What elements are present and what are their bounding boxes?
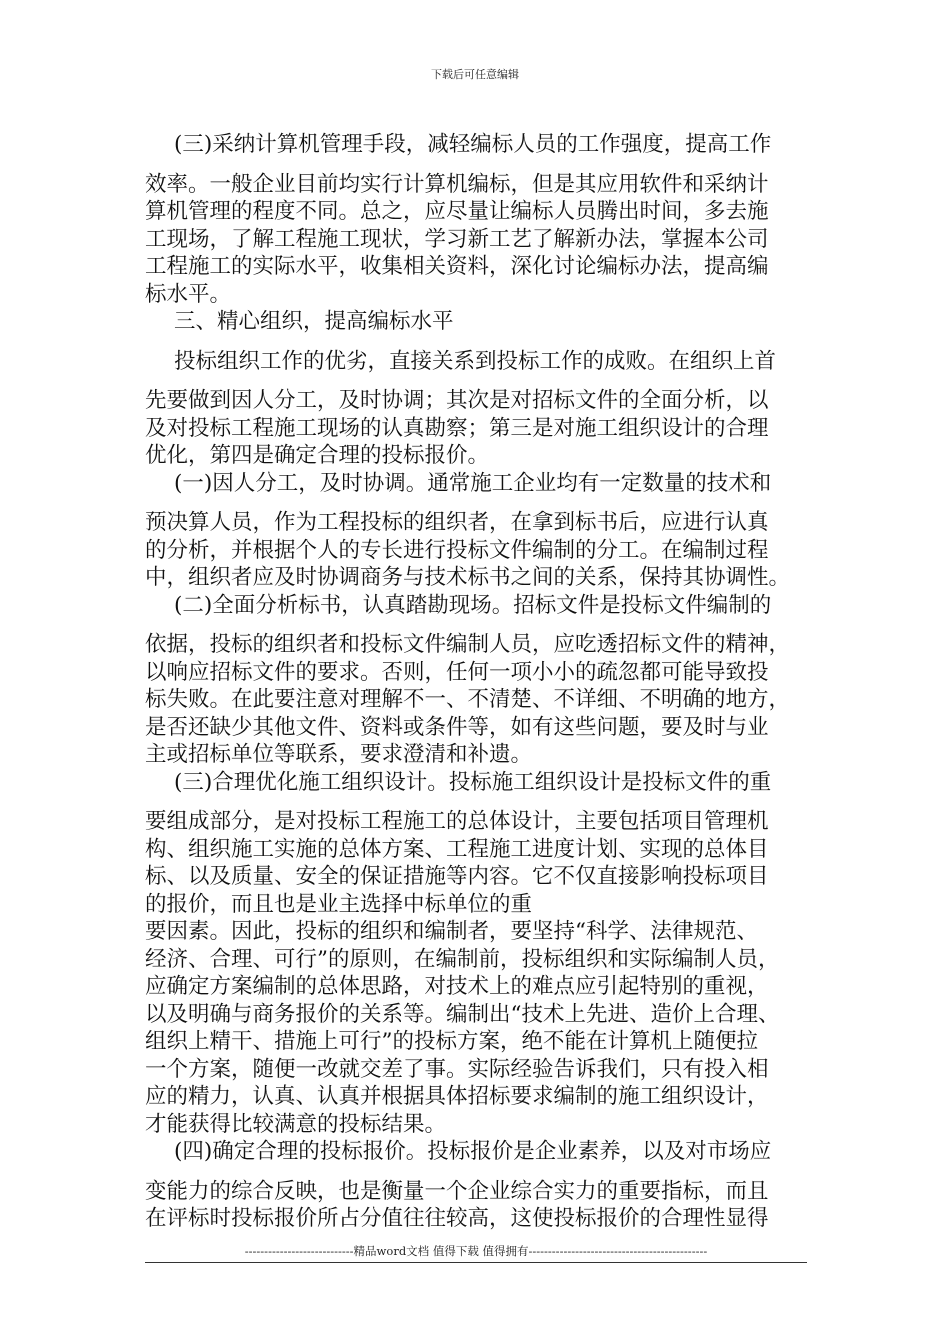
- text-line: 一个方案，随便一改就交差了事。实际经验告诉我们，只有投入相: [145, 1056, 769, 1082]
- text-line: 预决算人员，作为工程投标的组织者，在拿到标书后，应进行认真: [145, 510, 769, 535]
- text-line: 标水平。: [145, 281, 232, 307]
- text-line: 的报价，而且也是业主选择中标单位的重: [145, 891, 533, 917]
- text-line: 先要做到因人分工，及时协调；其次是对招标文件的全面分析，以: [145, 388, 769, 413]
- paragraph-gap: [145, 497, 807, 509]
- paragraph-first-line: (二)全面分析标书，认真踏勘现场。招标文件是投标文件编制的: [174, 592, 772, 618]
- paragraph-gap: [145, 1166, 807, 1178]
- text-line: 以响应招标文件的要求。否则，任何一项小小的疏忽都可能导致投: [145, 659, 769, 685]
- paragraph-first-line: (三)合理优化施工组织设计。投标施工组织设计是投标文件的重: [174, 769, 772, 795]
- paragraph-gap: [145, 619, 807, 631]
- text-line: 在评标时投标报价所占分值往往较高，这使投标报价的合理性显得: [145, 1206, 769, 1231]
- text-line: 标失败。在此要注意对理解不一、不清楚、不详细、不明确的地方，: [145, 687, 791, 712]
- text-line: 应确定方案编制的总体思路，对技术上的难点应引起特别的重视，: [145, 974, 769, 999]
- footer-divider: [145, 1262, 807, 1263]
- paragraph-gap: [145, 159, 807, 171]
- text-line: 以及明确与商务报价的关系等。编制出“技术上先进、造价上合理、: [145, 1001, 780, 1027]
- paragraph-first-line: 三、精心组织，提高编标水平: [174, 309, 454, 334]
- paragraph-gap: [145, 336, 807, 348]
- text-line: 要组成部分，是对投标工程施工的总体设计，主要包括项目管理机: [145, 809, 769, 834]
- paragraph-first-line: (四)确定合理的投标报价。投标报价是企业素养，以及对市场应: [174, 1139, 772, 1164]
- text-line: 及对投标工程施工现场的认真勘察；第三是对施工组织设计的合理: [145, 415, 769, 441]
- document-body: [145, 131, 807, 1233]
- text-line: 标、以及质量、安全的保证措施等内容。它不仅直接影响投标项目: [145, 864, 769, 889]
- text-line: 中，组织者应及时协调商务与技术标书之间的关系，保持其协调性。: [145, 565, 791, 590]
- paragraph-first-line: (一)因人分工，及时协调。通常施工企业均有一定数量的技术和: [174, 470, 772, 496]
- text-line: 是否还缺少其他文件、资料或条件等，如有这些问题，要及时与业: [145, 714, 769, 740]
- text-line: 算机管理的程度不同。总之，应尽量让编标人员腾出时间，多去施: [145, 199, 769, 224]
- text-line: 应的精力，认真、认真并根据具体招标要求编制的施工组织设计，: [145, 1084, 769, 1109]
- text-line: 要因素。因此，投标的组织和编制者，要坚持“科学、法律规范、: [145, 919, 758, 944]
- text-line: 主或招标单位等联系，要求澄清和补遗。: [145, 742, 533, 767]
- text-line: 效率。一般企业目前均实行计算机编标，但是其应用软件和采纳计: [145, 171, 769, 197]
- paragraph-first-line: 投标组织工作的优劣，直接关系到投标工作的成败。在组织上首: [174, 348, 777, 374]
- text-line: 经济、合理、可行”的原则，在编制前，投标组织和实际编制人员，: [145, 946, 780, 972]
- text-line: 优化，第四是确定合理的投标报价。: [145, 443, 490, 468]
- page-footer: ----------------------------精品word文档 值得下载 值得拥有----------------------------------------------: [244, 1244, 708, 1258]
- text-line: 工现场，了解工程施工现状，学习新工艺了解新办法，掌握本公司: [145, 226, 769, 252]
- paragraph-gap: [145, 796, 807, 808]
- text-line: 组织上精干、措施上可行”的投标方案，绝不能在计算机上随便拉: [145, 1029, 758, 1054]
- text-line: 变能力的综合反映，也是衡量一个企业综合实力的重要指标，而且: [145, 1178, 769, 1204]
- text-line: 工程施工的实际水平，收集相关资料，深化讨论编标办法，提高编: [145, 254, 769, 279]
- text-line: 依据，投标的组织者和投标文件编制人员，应吃透招标文件的精神，: [145, 632, 791, 657]
- text-line: 的分析，并根据个人的专长进行投标文件编制的分工。在编制过程: [145, 537, 769, 563]
- page-header: 下载后可任意编辑: [431, 68, 519, 81]
- paragraph-gap: [145, 375, 807, 387]
- paragraph-first-line: (三)采纳计算机管理手段，减轻编标人员的工作强度，提高工作: [174, 132, 772, 157]
- text-line: 才能获得比较满意的投标结果。: [145, 1111, 447, 1137]
- text-line: 构、组织施工实施的总体方案、工程施工进度计划、实现的总体目: [145, 836, 769, 862]
